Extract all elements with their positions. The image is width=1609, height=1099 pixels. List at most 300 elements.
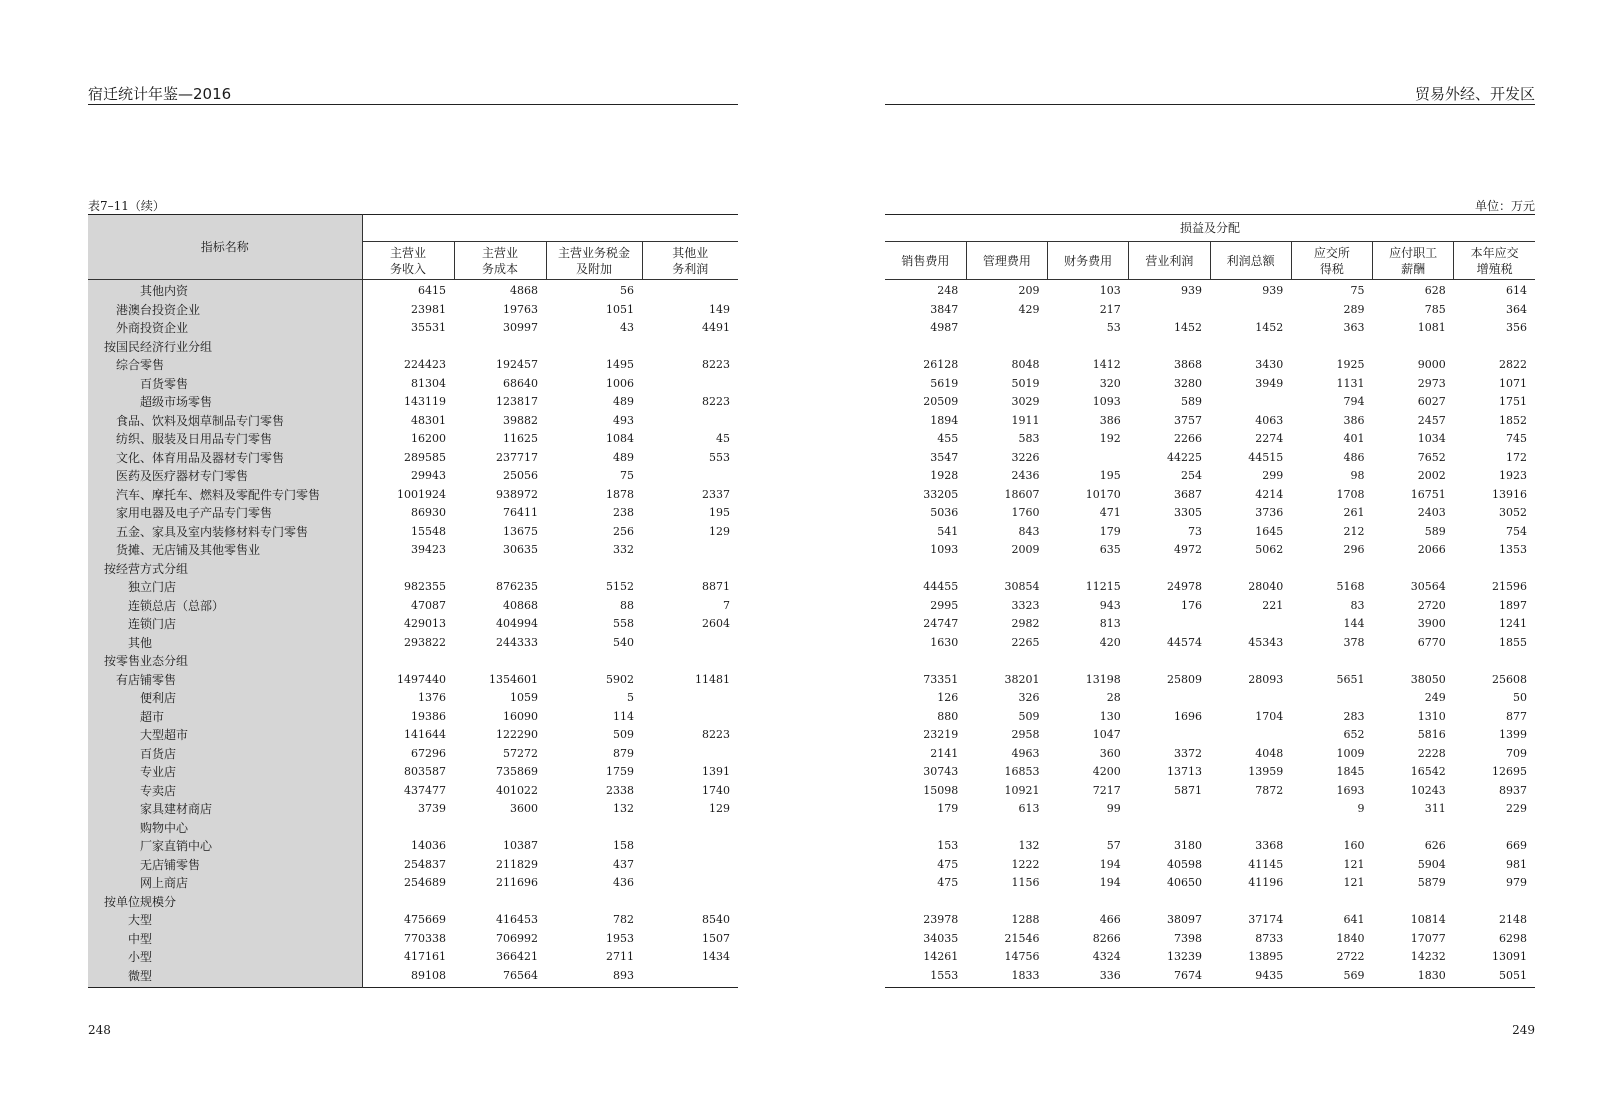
table-cell (454, 560, 546, 579)
table-cell: 1391 (702, 765, 730, 778)
table-cell: 1434 (702, 950, 730, 963)
table-cell: 30635 (503, 543, 538, 556)
table-cell: 1897 (1499, 598, 1527, 612)
table-row (88, 597, 738, 616)
table-cell: 30997 (503, 321, 538, 334)
table-cell: 195 (709, 506, 730, 519)
row-label: 其他 (88, 634, 362, 653)
table-cell: 209 (1018, 284, 1040, 297)
table-cell: 16200 (411, 432, 446, 445)
table-cell: 1310 (1417, 709, 1446, 723)
table-cell: 5051 (1499, 968, 1527, 982)
table-cell: 179 (1099, 524, 1121, 538)
table-cell: 47087 (411, 598, 446, 612)
table-row (885, 430, 1535, 449)
table-cell: 8223 (702, 358, 730, 371)
table-cell (1129, 301, 1210, 320)
row-label: 无店铺零售 (88, 856, 362, 875)
table-cell: 192457 (496, 358, 538, 371)
table-cell: 8540 (702, 913, 730, 926)
table-cell: 212 (1343, 524, 1365, 538)
table-cell: 4491 (702, 321, 730, 334)
table-cell (642, 652, 738, 671)
table-cell (642, 874, 738, 893)
right-table (885, 214, 1535, 988)
table-cell: 1645 (1255, 524, 1284, 538)
table-cell: 5902 (606, 672, 634, 686)
table-cell: 14261 (923, 950, 959, 963)
table-cell: 1399 (1499, 728, 1527, 741)
table-cell (885, 560, 966, 579)
table-cell: 785 (1424, 302, 1446, 316)
right-column-header: 利润总额 (1210, 242, 1291, 280)
table-cell: 1071 (1499, 376, 1527, 390)
table-cell: 1928 (930, 469, 959, 482)
running-head-right: 贸易外经、开发区 (885, 84, 1535, 105)
table-cell (362, 338, 454, 357)
table-cell: 4972 (1174, 543, 1202, 556)
table-cell (1048, 819, 1129, 838)
table-cell: 628 (1424, 284, 1446, 297)
table-cell: 326 (1018, 691, 1040, 704)
table-cell (454, 893, 546, 912)
table-cell: 24747 (923, 617, 959, 630)
table-cell: 2604 (702, 617, 730, 630)
table-cell: 420 (1099, 635, 1121, 649)
table-row (885, 338, 1535, 357)
table-cell: 19763 (503, 302, 538, 316)
table-cell: 4868 (510, 284, 538, 297)
table-cell: 88 (620, 598, 634, 612)
table-row (885, 319, 1535, 338)
table-cell: 16751 (1410, 487, 1446, 501)
table-row (885, 819, 1535, 838)
unit-caption: 单位：万元 (1474, 199, 1535, 213)
table-cell: 3280 (1174, 376, 1202, 390)
table-cell: 813 (1099, 617, 1121, 630)
table-cell: 509 (613, 728, 634, 741)
table-row (885, 948, 1535, 967)
table-cell: 299 (1262, 469, 1284, 482)
table-cell: 2722 (1336, 950, 1365, 963)
table-row (885, 874, 1535, 893)
table-cell: 1925 (1336, 358, 1365, 371)
table-cell (1210, 819, 1291, 838)
table-cell: 4200 (1092, 765, 1121, 778)
table-cell (362, 560, 454, 579)
table-row (885, 541, 1535, 560)
table-row (88, 634, 738, 653)
table-cell: 2403 (1417, 506, 1446, 519)
table-row (88, 301, 738, 320)
table-cell: 981 (1506, 857, 1527, 871)
table-cell: 356 (1506, 321, 1527, 334)
table-cell: 3305 (1174, 506, 1202, 519)
table-cell: 44225 (1167, 450, 1202, 464)
table-cell: 254837 (404, 857, 446, 871)
table-cell: 5816 (1417, 728, 1446, 741)
table-cell: 1084 (606, 432, 634, 445)
table-cell: 939 (1181, 284, 1202, 297)
page-number-right: 249 (1512, 1023, 1535, 1037)
table-cell (1291, 893, 1372, 912)
table-cell: 248 (937, 284, 959, 297)
table-row (88, 578, 738, 597)
table-cell (546, 652, 642, 671)
table-cell: 3029 (1011, 395, 1040, 408)
table-cell: 4324 (1092, 950, 1121, 963)
table-cell: 401022 (496, 783, 538, 797)
table-cell: 44515 (1248, 450, 1284, 464)
row-label: 厂家直销中心 (88, 837, 362, 856)
right-column-header: 应交所 得税 (1291, 242, 1372, 280)
table-cell: 40598 (1167, 857, 1202, 871)
row-label: 便利店 (88, 689, 362, 708)
table-cell: 20509 (923, 395, 959, 408)
table-cell: 39882 (503, 413, 538, 427)
table-row (88, 615, 738, 634)
table-cell: 1093 (1092, 395, 1121, 408)
table-cell (1210, 652, 1291, 671)
table-cell: 2066 (1417, 543, 1446, 556)
table-cell: 283 (1343, 709, 1365, 723)
table-cell: 99 (1106, 802, 1121, 815)
table-cell: 41196 (1248, 876, 1284, 889)
table-cell: 2274 (1255, 432, 1284, 445)
table-cell (885, 893, 966, 912)
table-row (88, 911, 738, 930)
table-cell: 132 (1018, 839, 1040, 852)
table-cell: 3368 (1255, 839, 1284, 852)
table-cell: 558 (613, 617, 634, 630)
table-cell (1210, 615, 1291, 634)
row-label: 家用电器及电子产品专门零售 (88, 504, 362, 523)
table-cell (642, 412, 738, 431)
left-column-header: 主营业 务收入 (362, 242, 454, 280)
table-cell: 553 (709, 450, 730, 464)
table-cell (966, 319, 1047, 338)
table-cell: 1708 (1336, 487, 1365, 501)
table-cell: 144 (1343, 617, 1365, 630)
table-row (88, 948, 738, 967)
table-cell: 5619 (930, 376, 959, 390)
table-cell: 429013 (404, 617, 446, 630)
table-cell (966, 819, 1047, 838)
table-cell: 48301 (411, 413, 446, 427)
table-cell (1373, 560, 1454, 579)
row-label: 文化、体育用品及器材专门零售 (88, 449, 362, 468)
row-label: 食品、饮料及烟草制品专门零售 (88, 412, 362, 431)
table-cell: 1001924 (397, 487, 446, 501)
table-cell: 583 (1018, 432, 1040, 445)
table-cell: 35531 (411, 321, 446, 334)
left-table (88, 214, 738, 988)
table-cell: 2228 (1417, 746, 1446, 760)
right-column-header: 财务费用 (1048, 242, 1129, 280)
table-row (885, 745, 1535, 764)
table-cell (1129, 560, 1210, 579)
table-cell: 238 (613, 506, 634, 519)
row-label: 纺织、服装及日用品专门零售 (88, 430, 362, 449)
table-cell (642, 338, 738, 357)
table-cell: 30854 (1004, 580, 1040, 593)
table-cell: 29943 (411, 469, 446, 482)
table-cell: 320 (1099, 376, 1121, 390)
table-cell: 366421 (496, 950, 538, 963)
table-cell (1373, 893, 1454, 912)
table-row (88, 523, 738, 542)
table-row (885, 486, 1535, 505)
table-cell: 289585 (404, 450, 446, 464)
left-page (88, 0, 738, 1099)
table-cell (362, 819, 454, 838)
table-cell: 1830 (1417, 968, 1446, 982)
table-cell: 475669 (404, 913, 446, 926)
table-cell: 10170 (1085, 487, 1121, 501)
row-label: 专业店 (88, 763, 362, 782)
table-cell: 7 (723, 598, 730, 612)
table-cell (642, 708, 738, 727)
table-cell: 1412 (1092, 358, 1121, 371)
table-row (885, 467, 1535, 486)
table-row (885, 856, 1535, 875)
row-label: 货摊、无店铺及其他零售业 (88, 541, 362, 560)
table-cell (1210, 393, 1291, 412)
table-cell (1210, 726, 1291, 745)
table-cell: 1009 (1336, 746, 1365, 760)
table-cell: 244333 (496, 635, 538, 649)
table-cell (642, 837, 738, 856)
table-row (88, 504, 738, 523)
table-cell: 489 (613, 395, 634, 408)
table-cell: 1059 (510, 691, 538, 704)
left-column-header: 主营业 务成本 (454, 242, 546, 280)
table-cell: 1034 (1417, 432, 1446, 445)
left-group-header (362, 215, 738, 242)
table-cell: 3547 (930, 450, 959, 464)
table-cell: 13198 (1085, 672, 1121, 686)
table-cell: 40650 (1167, 876, 1202, 889)
table-cell: 10387 (503, 839, 538, 852)
table-cell: 893 (613, 968, 634, 982)
table-cell: 1760 (1011, 506, 1040, 519)
table-cell: 5651 (1336, 672, 1365, 686)
table-cell: 378 (1343, 635, 1365, 649)
table-cell: 28 (1106, 691, 1121, 704)
table-cell: 1833 (1011, 968, 1040, 982)
table-cell (885, 652, 966, 671)
table-cell: 33205 (923, 487, 959, 501)
table-cell (454, 652, 546, 671)
table-cell: 75 (620, 469, 634, 482)
table-cell: 3180 (1174, 839, 1202, 852)
table-cell: 589 (1181, 395, 1202, 408)
table-cell: 635 (1099, 543, 1121, 556)
table-cell (362, 652, 454, 671)
table-cell: 1911 (1011, 413, 1040, 427)
table-row (88, 393, 738, 412)
table-cell: 417161 (404, 950, 446, 963)
table-cell: 540 (613, 635, 634, 649)
table-cell: 11215 (1085, 580, 1121, 593)
table-cell: 13713 (1167, 765, 1202, 778)
table-cell: 132 (613, 802, 634, 815)
table-cell (642, 634, 738, 653)
row-label: 大型超市 (88, 726, 362, 745)
table-cell: 10814 (1410, 913, 1446, 926)
table-cell: 2822 (1499, 358, 1527, 371)
table-row (88, 782, 738, 801)
table-row (88, 671, 738, 690)
table-row (885, 652, 1535, 671)
table-cell: 1495 (606, 358, 634, 371)
table-cell: 149 (709, 302, 730, 316)
table-cell: 56 (620, 284, 634, 297)
row-label: 港澳台投资企业 (88, 301, 362, 320)
table-cell: 16853 (1004, 765, 1040, 778)
table-cell (1129, 615, 1210, 634)
table-cell: 3052 (1499, 506, 1527, 519)
table-row (88, 763, 738, 782)
table-cell: 2720 (1417, 598, 1446, 612)
table-row (88, 338, 738, 357)
table-row (88, 467, 738, 486)
table-cell: 2009 (1011, 543, 1040, 556)
table-row (885, 578, 1535, 597)
table-cell: 2002 (1417, 469, 1446, 482)
table-cell: 429 (1018, 302, 1040, 316)
row-label: 按经营方式分组 (88, 560, 362, 579)
row-label: 网上商店 (88, 874, 362, 893)
table-row (885, 708, 1535, 727)
table-cell: 40868 (503, 598, 538, 612)
table-cell: 121 (1343, 857, 1365, 871)
table-cell: 5 (627, 691, 634, 704)
table-row (885, 356, 1535, 375)
table-cell: 141644 (404, 728, 446, 741)
table-cell: 121 (1343, 876, 1365, 889)
table-cell: 11625 (503, 432, 538, 445)
table-cell: 14232 (1410, 950, 1446, 963)
table-cell (1129, 893, 1210, 912)
table-cell: 53 (1106, 321, 1121, 334)
table-cell: 237717 (496, 450, 538, 464)
table-cell (642, 689, 738, 708)
row-label: 百货店 (88, 745, 362, 764)
table-cell: 37174 (1248, 913, 1284, 926)
table-cell: 123817 (496, 395, 538, 408)
table-cell: 43 (620, 321, 634, 334)
table-cell (1129, 726, 1210, 745)
table-cell: 364 (1506, 302, 1527, 316)
table-cell: 16090 (503, 709, 538, 723)
table-cell: 2958 (1011, 728, 1040, 741)
table-cell: 129 (709, 524, 730, 538)
table-cell: 261 (1343, 506, 1365, 519)
table-cell (642, 856, 738, 875)
table-cell (1291, 652, 1372, 671)
table-cell: 6298 (1499, 931, 1527, 945)
table-cell: 89108 (411, 968, 446, 982)
table-cell: 5168 (1336, 580, 1365, 593)
table-cell: 5062 (1255, 543, 1284, 556)
row-label: 其他内资 (88, 280, 362, 301)
table-cell (642, 893, 738, 912)
table-cell: 1093 (930, 543, 959, 556)
table-cell: 1081 (1417, 321, 1446, 334)
table-cell: 7398 (1174, 931, 1202, 945)
table-cell: 30564 (1410, 580, 1446, 593)
table-cell: 879 (613, 746, 634, 760)
table-cell: 13916 (1492, 487, 1527, 501)
table-cell: 9000 (1417, 358, 1446, 371)
table-cell: 2711 (606, 950, 634, 963)
table-cell: 30743 (923, 765, 959, 778)
table-cell: 1855 (1499, 635, 1527, 649)
table-cell: 26128 (923, 358, 959, 371)
table-cell: 641 (1343, 913, 1365, 926)
table-cell: 493 (613, 413, 634, 427)
table-row (885, 634, 1535, 653)
table-cell: 15098 (923, 783, 959, 797)
table-row (88, 356, 738, 375)
table-cell: 5036 (930, 506, 959, 519)
table-cell: 25809 (1167, 672, 1202, 686)
row-label: 汽车、摩托车、燃料及零配件专门零售 (88, 486, 362, 505)
table-cell: 75 (1350, 284, 1365, 297)
group-header: 损益及分配 (885, 215, 1535, 242)
table-cell: 735869 (496, 765, 538, 778)
table-row (885, 726, 1535, 745)
table-cell: 21596 (1492, 580, 1527, 593)
table-cell (1129, 652, 1210, 671)
table-cell: 224423 (404, 358, 446, 371)
table-row (88, 689, 738, 708)
table-cell: 81304 (411, 376, 446, 390)
table-cell: 311 (1424, 802, 1446, 815)
table-cell: 14036 (411, 839, 446, 852)
table-cell: 2995 (930, 598, 959, 612)
row-label: 专卖店 (88, 782, 362, 801)
table-cell (642, 467, 738, 486)
table-cell: 4048 (1255, 746, 1284, 760)
table-cell: 626 (1424, 839, 1446, 852)
row-label: 微型 (88, 967, 362, 988)
right-column-header: 本年应交 增殖税 (1454, 242, 1535, 280)
table-cell: 13959 (1248, 765, 1284, 778)
table-cell: 8223 (702, 728, 730, 741)
table-cell: 41145 (1248, 857, 1284, 871)
table-cell: 153 (937, 839, 959, 852)
table-cell: 4214 (1255, 487, 1284, 501)
table-cell (546, 819, 642, 838)
table-cell: 217 (1099, 302, 1121, 316)
table-cell: 8937 (1499, 783, 1527, 797)
table-cell: 293822 (404, 635, 446, 649)
table-row (88, 319, 738, 338)
table-cell: 1131 (1336, 376, 1365, 390)
table-cell (966, 893, 1047, 912)
table-row (88, 874, 738, 893)
right-column-header: 应付职工 薪酬 (1373, 242, 1454, 280)
table-row (885, 615, 1535, 634)
table-cell: 1353 (1499, 543, 1527, 556)
table-cell: 11481 (695, 672, 730, 686)
table-cell: 25056 (503, 469, 538, 482)
table-row (88, 430, 738, 449)
table-cell: 38097 (1167, 913, 1202, 926)
table-cell: 143119 (404, 395, 446, 408)
